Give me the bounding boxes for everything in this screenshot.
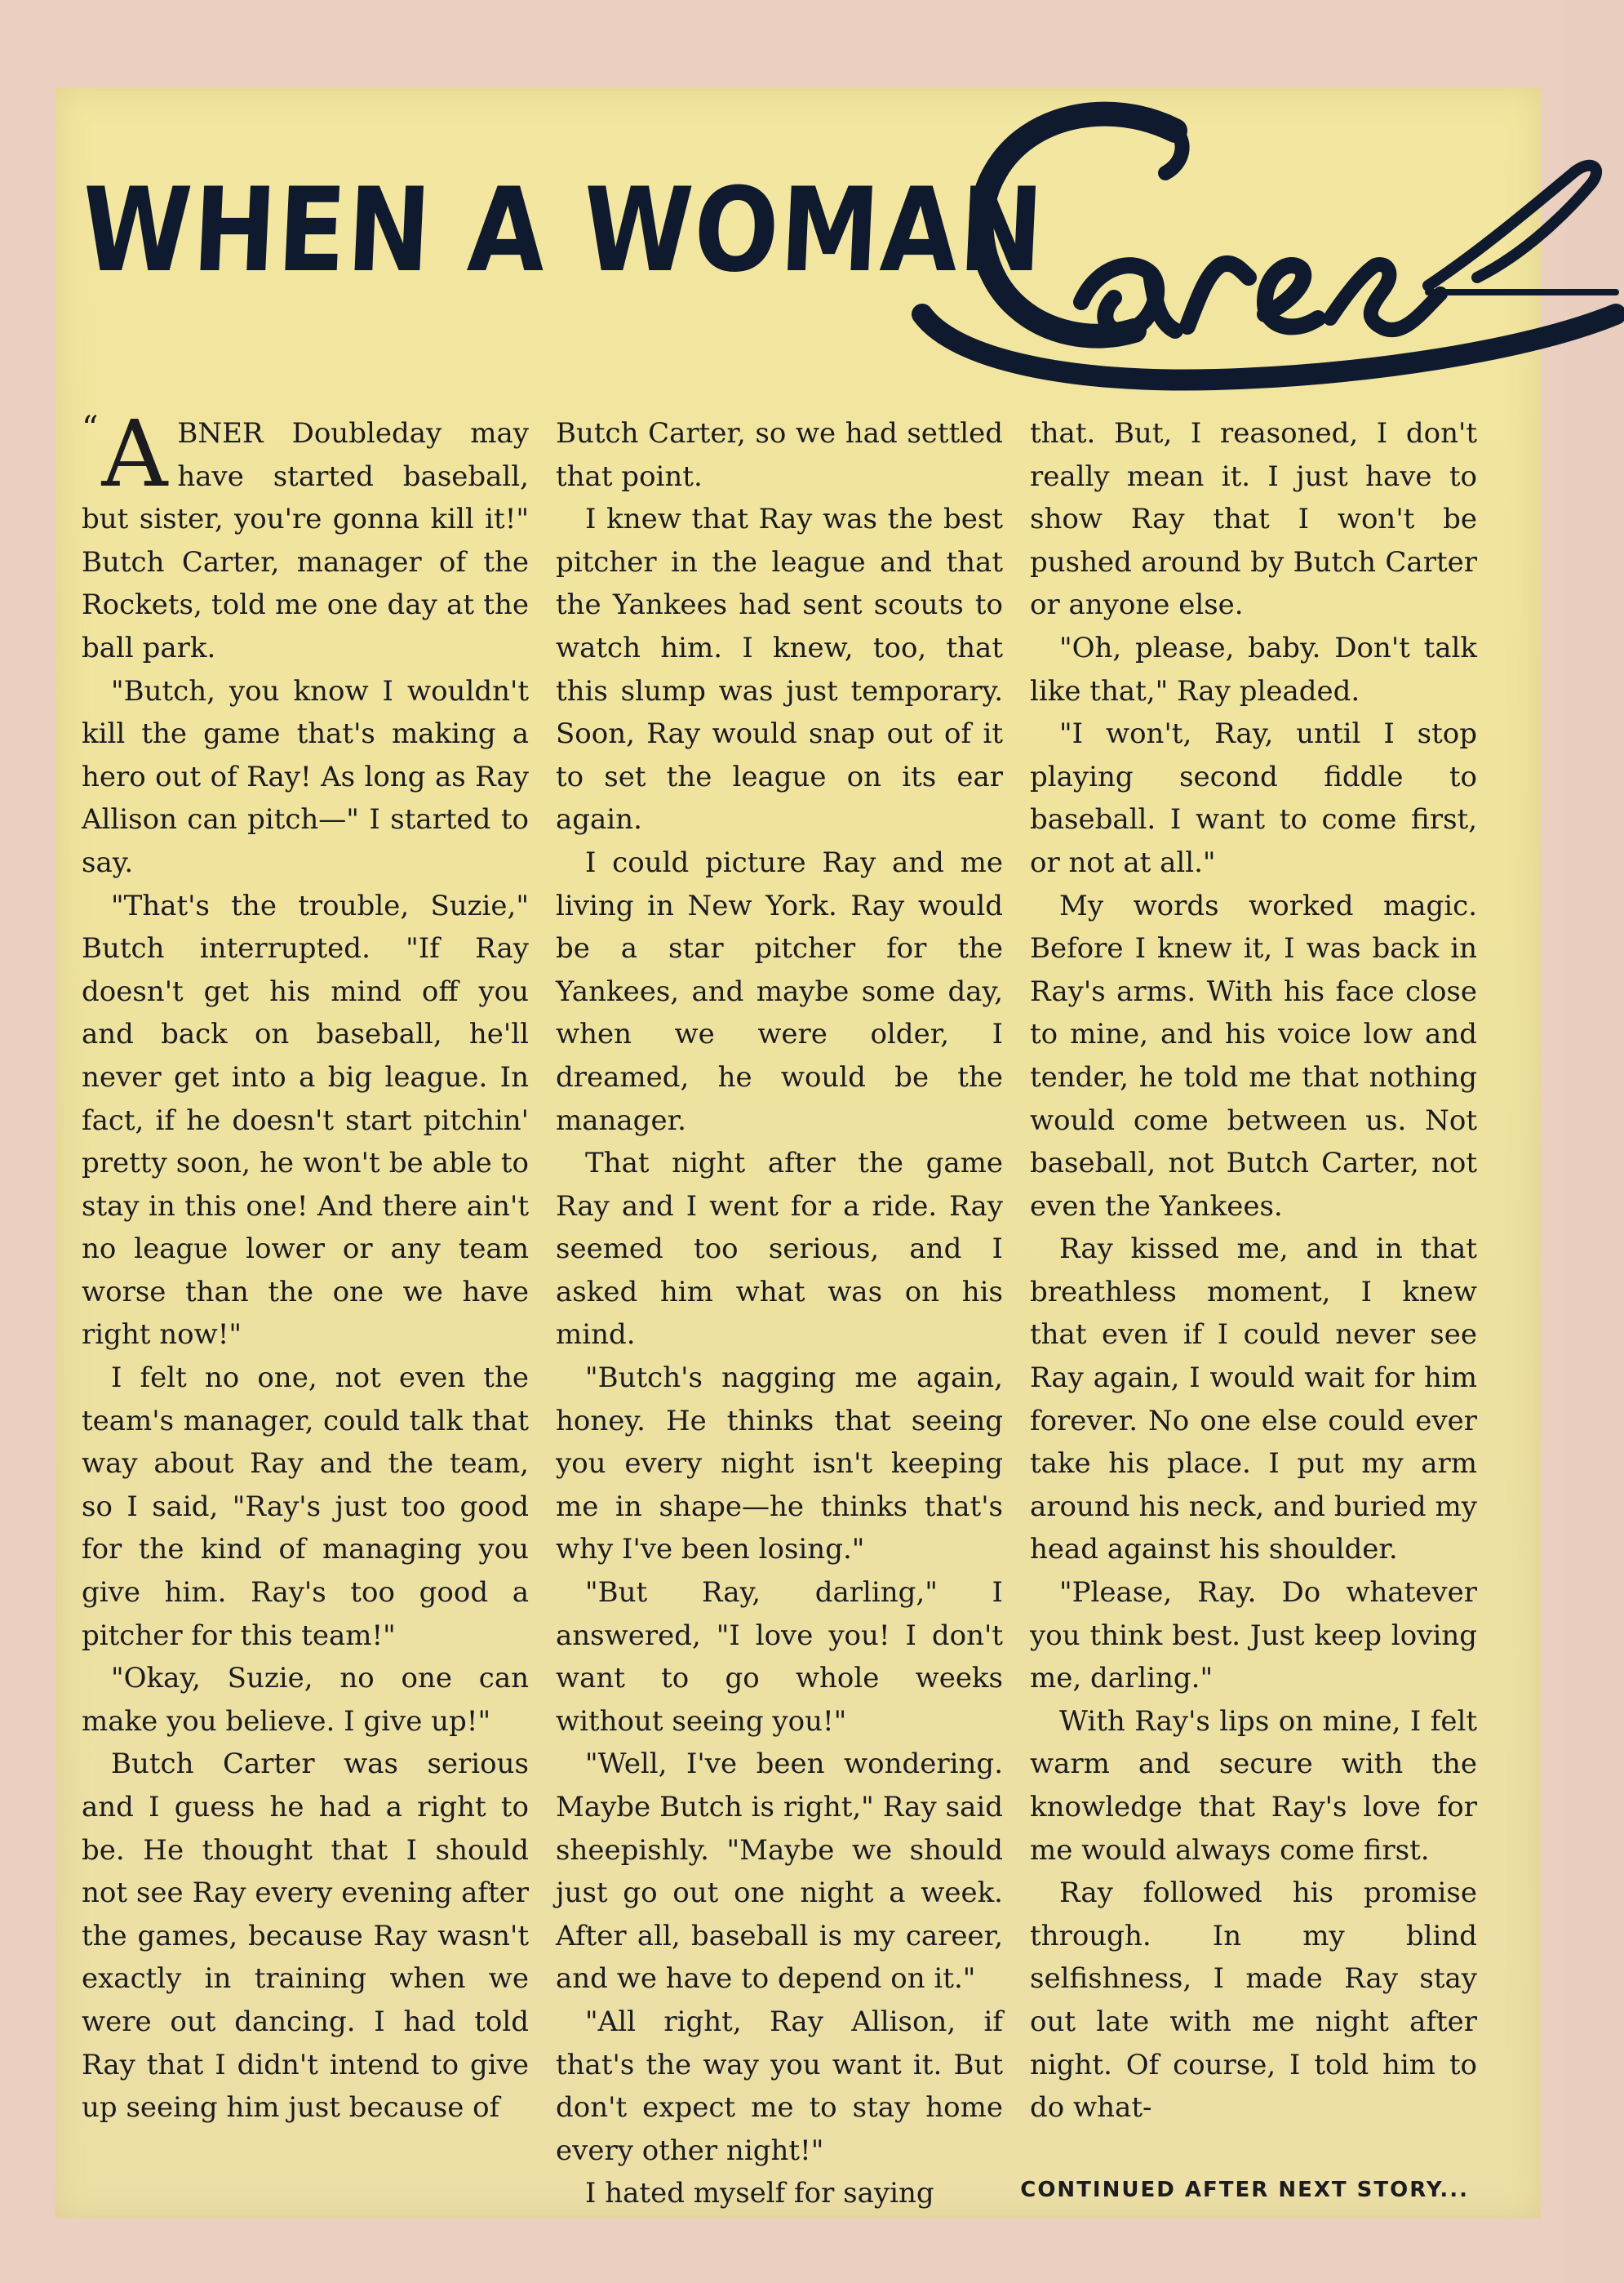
paragraph: I knew that Ray was the best pitcher in the league and that the Yankees had sent scouts to watch him. I knew, too, that this slump was just temporary. Soon, Ray would snap out of it to set the league on its ear again. xyxy=(556,503,1003,837)
article-column-3 xyxy=(1030,412,1477,2215)
paragraph: “A BNER Doubleday may have started baseball, but sister, you're gonna kill it!" Butch Carter, manager of the Rockets, told me one day at the ball park. xyxy=(82,402,529,664)
paragraph: "All right, Ray Allison, if that's the way you want it. But don't expect me to stay home every other night!" xyxy=(556,2005,1003,2167)
paragraph: "Butch's nagging me again, honey. He thinks that seeing you every night isn't keeping me in shape—he thinks that's why I've been losing." xyxy=(556,1361,1003,1566)
story-title xyxy=(78,98,1542,416)
paragraph: My words worked magic. Before I knew it, I was back in Ray's arms. With his face close to mine, and his voice low and tender, he told me that nothing would come between us. Not baseball, not Butch Carter, not even the Yankees. xyxy=(1030,889,1477,1223)
paragraph: With Ray's lips on mine, I felt warm and secure with the knowledge that Ray's love for me would always come first. xyxy=(1030,1704,1477,1867)
title-script-logo xyxy=(906,98,1624,416)
paragraph: "Well, I've been wondering. Maybe Butch is right," Ray said sheepishly. "Maybe we should just go out one night a week. After all, baseball is my career, and we have to depend on it." xyxy=(556,1748,1003,1996)
paragraph: Butch Carter was serious and I guess he had a right to be. He thought that I should not see Ray every evening after the games, because Ray wasn't exactly in training when we were out dancing. I had told Ray that I didn't intend to give up seeing him just because of xyxy=(82,1748,529,2125)
paragraph: that. But, I reasoned, I don't really mean it. I just have to show Ray that I won't be pushed around by Butch Carter or anyone else. xyxy=(1030,417,1477,622)
drop-cap: “A xyxy=(82,402,168,508)
paragraph: "Please, Ray. Do whatever you think best. Just keep loving me, darling." xyxy=(1030,1576,1477,1695)
paragraph: Ray kissed me, and in that breathless moment, I knew that even if I could never see Ray again, I would wait for him forever. No one else could ever take his place. I put my arm around his neck, and buried my head against his shoulder. xyxy=(1030,1233,1477,1566)
paragraph: "Okay, Suzie, no one can make you believe. I give up!" xyxy=(82,1662,529,1738)
paragraph: I could picture Ray and me living in New York. Ray would be a star pitcher for the Yankees, and maybe some day, when we were older, I dreamed, he would be the manager. xyxy=(556,846,1003,1137)
article-column-1 xyxy=(82,402,529,2215)
title-main-text: WHEN A WOMAN xyxy=(78,163,1048,298)
paragraph: "Butch, you know I wouldn't kill the game that's making a hero out of Ray! As long as Ray Allison can pitch—" I started to say. xyxy=(82,674,529,879)
paragraph: That night after the game Ray and I went for a ride. Ray seemed too serious, and I asked him what was on his mind. xyxy=(556,1147,1003,1352)
paragraph: "That's the trouble, Suzie," Butch interrupted. "If Ray doesn't get his mind off you and back on baseball, he'll never get into a big league. In fact, if he doesn't start pitchin' pretty soon, he won't be able to stay in this one! And there ain't no league lower or any team worse than the one we have right now!" xyxy=(82,889,529,1352)
article-column-2 xyxy=(556,412,1003,2215)
paragraph: "I won't, Ray, until I stop playing second fiddle to baseball. I want to come first, or not at all." xyxy=(1030,717,1477,879)
paragraph: "Oh, please, baby. Don't talk like that," Ray pleaded. xyxy=(1030,631,1477,708)
paragraph: Butch Carter, so we had settled that point. xyxy=(556,417,1003,493)
paragraph: "But Ray, darling," I answered, "I love you! I don't want to go whole weeks without seeing you!" xyxy=(556,1576,1003,1738)
paragraph: I felt no one, not even the team's manager, could talk that way about Ray and the team, so I said, "Ray's just too good for the kind of managing you give him. Ray's too good a pitcher for this team!" xyxy=(82,1361,529,1652)
paragraph: I hated myself for saying xyxy=(585,2177,934,2210)
paragraph: Ray followed his promise through. In my blind selfishness, I made Ray stay out late with me night after night. Of course, I told him to do what- xyxy=(1030,1877,1477,2125)
continued-note: CONTINUED AFTER NEXT STORY... xyxy=(1020,2178,1469,2202)
